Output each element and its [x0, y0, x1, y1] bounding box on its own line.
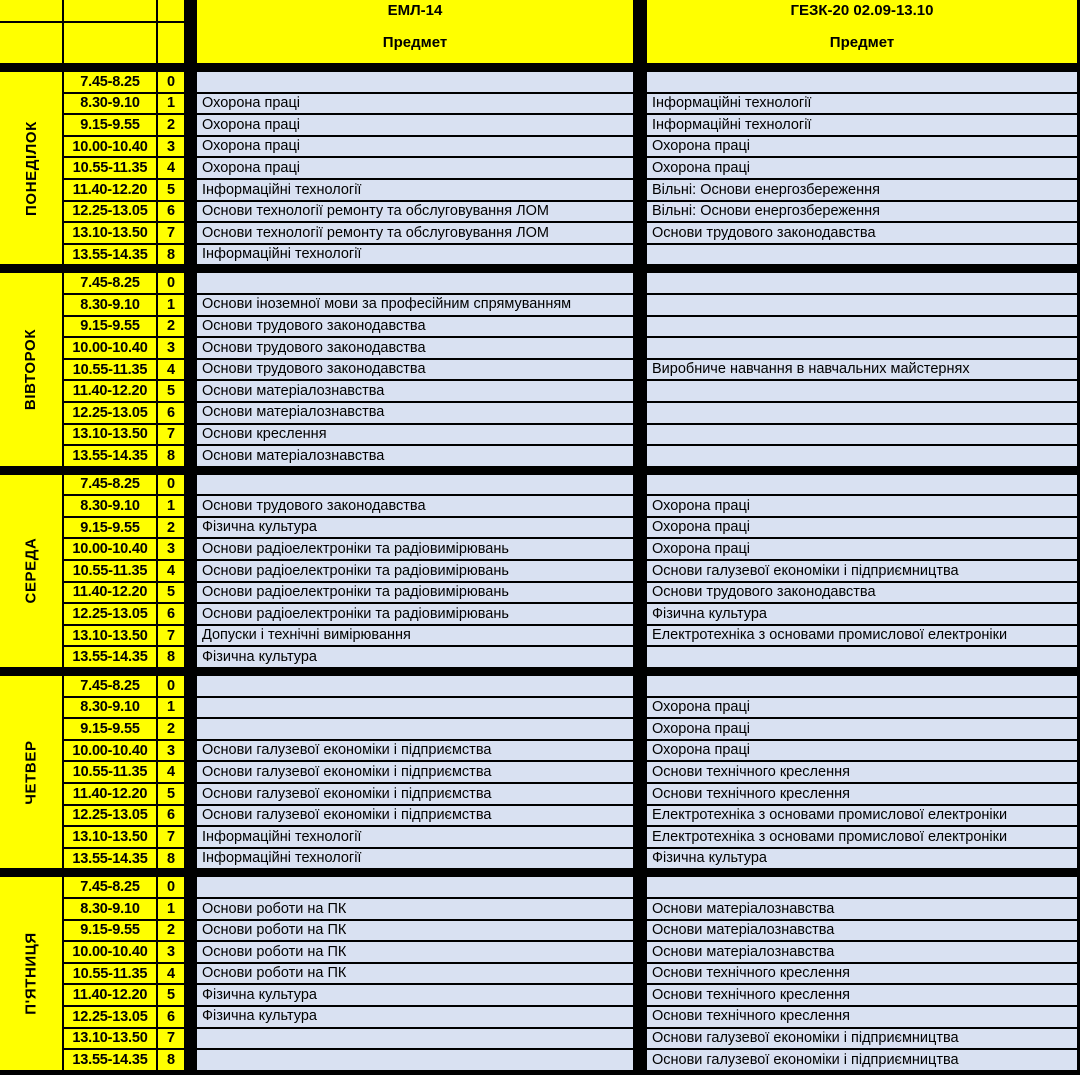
time-cell: 10.55-11.35 — [64, 360, 156, 380]
time-cell: 12.25-13.05 — [64, 202, 156, 222]
subject-cell-eml: Основи технології ремонту та обслуговування ЛОМ — [197, 223, 633, 243]
lesson-number-cell: 1 — [158, 496, 184, 516]
time-cell: 8.30-9.10 — [64, 698, 156, 718]
subject-cell-gezk: Основи технічного креслення — [647, 985, 1077, 1005]
time-cell: 13.55-14.35 — [64, 849, 156, 869]
time-cell: 7.45-8.25 — [64, 877, 156, 897]
lesson-number-cell: 6 — [158, 806, 184, 826]
subject-cell-gezk: Електротехніка з основами промислової електроніки — [647, 806, 1077, 826]
subject-cell-eml: Охорона праці — [197, 94, 633, 114]
header-blank-time-top — [64, 0, 156, 21]
subject-cell-eml: Охорона праці — [197, 137, 633, 157]
subject-cell-gezk: Інформаційні технології — [647, 94, 1077, 114]
time-cell: 10.55-11.35 — [64, 158, 156, 178]
time-cell: 11.40-12.20 — [64, 180, 156, 200]
day-name: П'ЯТНИЦЯ — [22, 932, 40, 1015]
lesson-number-cell: 2 — [158, 921, 184, 941]
subject-cell-gezk: Охорона праці — [647, 158, 1077, 178]
subject-cell-gezk: Основи технічного креслення — [647, 784, 1077, 804]
subject-cell-eml: Інформаційні технології — [197, 180, 633, 200]
subject-cell-gezk: Охорона праці — [647, 496, 1077, 516]
time-cell: 11.40-12.20 — [64, 381, 156, 401]
day-name: ПОНЕДІЛОК — [22, 120, 40, 216]
subject-cell-gezk — [647, 403, 1077, 423]
lesson-number-cell: 3 — [158, 338, 184, 358]
subject-cell-gezk — [647, 425, 1077, 445]
time-cell: 9.15-9.55 — [64, 518, 156, 538]
subject-cell-gezk: Інформаційні технології — [647, 115, 1077, 135]
subject-cell-gezk: Виробниче навчання в навчальних майстернях — [647, 360, 1077, 380]
subject-cell-eml: Фізична культура — [197, 518, 633, 538]
subject-cell-eml — [197, 676, 633, 696]
time-cell: 11.40-12.20 — [64, 583, 156, 603]
subject-cell-eml: Основи трудового законодавства — [197, 317, 633, 337]
lesson-number-cell: 3 — [158, 942, 184, 962]
lesson-number-cell: 3 — [158, 539, 184, 559]
lesson-number-cell: 0 — [158, 877, 184, 897]
time-cell: 10.00-10.40 — [64, 942, 156, 962]
subject-cell-eml: Основи трудового законодавства — [197, 496, 633, 516]
time-cell: 8.30-9.10 — [64, 295, 156, 315]
subject-cell-eml: Основи матеріалознавства — [197, 381, 633, 401]
time-cell: 11.40-12.20 — [64, 985, 156, 1005]
subject-cell-eml: Основи галузевої економіки і підприємства — [197, 806, 633, 826]
time-cell: 13.10-13.50 — [64, 425, 156, 445]
subject-cell-gezk: Фізична культура — [647, 849, 1077, 869]
lesson-number-cell: 2 — [158, 719, 184, 739]
subject-cell-gezk — [647, 295, 1077, 315]
lesson-number-cell: 6 — [158, 604, 184, 624]
subject-cell-gezk — [647, 647, 1077, 667]
subject-cell-eml: Фізична культура — [197, 647, 633, 667]
lesson-number-cell: 1 — [158, 698, 184, 718]
subject-cell-gezk: Охорона праці — [647, 698, 1077, 718]
subject-cell-eml: Інформаційні технології — [197, 849, 633, 869]
lesson-number-cell: 1 — [158, 899, 184, 919]
subject-cell-eml — [197, 719, 633, 739]
day-label-cell — [0, 676, 62, 868]
lesson-number-cell: 6 — [158, 202, 184, 222]
subject-cell-eml: Фізична культура — [197, 1007, 633, 1027]
subject-cell-eml — [197, 698, 633, 718]
time-cell: 7.45-8.25 — [64, 676, 156, 696]
subject-cell-gezk: Основи трудового законодавства — [647, 223, 1077, 243]
subject-cell-eml: Основи трудового законодавства — [197, 360, 633, 380]
subject-cell-eml: Основи технології ремонту та обслуговування ЛОМ — [197, 202, 633, 222]
lesson-number-cell: 7 — [158, 626, 184, 646]
lesson-number-cell: 7 — [158, 223, 184, 243]
day-label-cell — [0, 72, 62, 264]
thick-vertical-border-middle — [635, 0, 645, 1070]
time-cell: 10.00-10.40 — [64, 539, 156, 559]
day-label-cell — [0, 475, 62, 667]
subject-cell-gezk: Охорона праці — [647, 518, 1077, 538]
subject-cell-eml: Основи галузевої економіки і підприємства — [197, 784, 633, 804]
header-blank-day-bottom — [0, 23, 62, 63]
subject-cell-eml: Основи матеріалознавства — [197, 446, 633, 466]
time-cell: 13.55-14.35 — [64, 647, 156, 667]
subject-cell-eml: Основи радіоелектроніки та радіовимірювань — [197, 604, 633, 624]
lesson-number-cell: 0 — [158, 72, 184, 92]
subject-cell-eml: Охорона праці — [197, 158, 633, 178]
time-cell: 10.00-10.40 — [64, 137, 156, 157]
subject-cell-eml: Основи галузевої економіки і підприємства — [197, 762, 633, 782]
time-cell: 8.30-9.10 — [64, 899, 156, 919]
time-cell: 11.40-12.20 — [64, 784, 156, 804]
subject-cell-gezk — [647, 245, 1077, 265]
lesson-number-cell: 4 — [158, 360, 184, 380]
subject-column-label-eml-14: Предмет — [382, 33, 448, 51]
time-cell: 10.00-10.40 — [64, 741, 156, 761]
subject-cell-eml: Основи радіоелектроніки та радіовимірювань — [197, 539, 633, 559]
header-blank-number-top — [158, 0, 184, 21]
subject-cell-eml: Основи роботи на ПК — [197, 942, 633, 962]
time-cell: 13.10-13.50 — [64, 223, 156, 243]
subject-cell-eml — [197, 1050, 633, 1070]
subject-cell-eml — [197, 877, 633, 897]
subject-cell-eml — [197, 72, 633, 92]
time-cell: 8.30-9.10 — [64, 496, 156, 516]
time-cell: 13.10-13.50 — [64, 626, 156, 646]
lesson-number-cell: 2 — [158, 518, 184, 538]
subject-cell-eml: Основи радіоелектроніки та радіовимірювань — [197, 561, 633, 581]
subject-cell-gezk — [647, 877, 1077, 897]
subject-cell-gezk: Основи технічного креслення — [647, 1007, 1077, 1027]
subject-cell-eml: Основи роботи на ПК — [197, 964, 633, 984]
subject-cell-eml: Основи галузевої економіки і підприємства — [197, 741, 633, 761]
subject-cell-gezk: Основи трудового законодавства — [647, 583, 1077, 603]
time-cell: 13.10-13.50 — [64, 827, 156, 847]
lesson-number-cell: 6 — [158, 403, 184, 423]
time-cell: 12.25-13.05 — [64, 806, 156, 826]
lesson-number-cell: 4 — [158, 964, 184, 984]
day-separator — [0, 870, 1077, 875]
time-cell: 9.15-9.55 — [64, 115, 156, 135]
time-cell: 8.30-9.10 — [64, 94, 156, 114]
group-header-eml-14 — [197, 0, 633, 63]
day-separator — [0, 669, 1077, 674]
lesson-number-cell: 8 — [158, 647, 184, 667]
subject-cell-gezk: Електротехніка з основами промислової електроніки — [647, 827, 1077, 847]
time-cell: 10.55-11.35 — [64, 561, 156, 581]
lesson-number-cell: 4 — [158, 561, 184, 581]
subject-cell-gezk: Основи галузевої економіки і підприємництва — [647, 1029, 1077, 1049]
lesson-number-cell: 6 — [158, 1007, 184, 1027]
lesson-number-cell: 7 — [158, 1029, 184, 1049]
lesson-number-cell: 7 — [158, 425, 184, 445]
lesson-number-cell: 7 — [158, 827, 184, 847]
lesson-number-cell: 2 — [158, 115, 184, 135]
subject-cell-gezk: Вільні: Основи енергозбереження — [647, 180, 1077, 200]
day-name: СЕРЕДА — [22, 537, 40, 604]
time-cell: 7.45-8.25 — [64, 475, 156, 495]
lesson-number-cell: 5 — [158, 985, 184, 1005]
time-cell: 12.25-13.05 — [64, 403, 156, 423]
subject-cell-eml: Допуски і технічні вимірювання — [197, 626, 633, 646]
subject-cell-eml: Основи трудового законодавства — [197, 338, 633, 358]
time-cell: 10.00-10.40 — [64, 338, 156, 358]
time-cell: 7.45-8.25 — [64, 273, 156, 293]
subject-cell-eml: Інформаційні технології — [197, 245, 633, 265]
time-cell: 13.55-14.35 — [64, 245, 156, 265]
time-cell: 7.45-8.25 — [64, 72, 156, 92]
subject-cell-gezk: Основи матеріалознавства — [647, 942, 1077, 962]
lesson-number-cell: 5 — [158, 381, 184, 401]
lesson-number-cell: 0 — [158, 273, 184, 293]
time-cell: 13.55-14.35 — [64, 1050, 156, 1070]
subject-cell-gezk — [647, 317, 1077, 337]
group-name-gezk-20: ГЕЗК-20 02.09-13.10 — [790, 2, 934, 19]
subject-cell-gezk — [647, 676, 1077, 696]
subject-cell-eml: Фізична культура — [197, 985, 633, 1005]
subject-column-label-gezk-20: Предмет — [829, 33, 895, 51]
lesson-number-cell: 4 — [158, 158, 184, 178]
time-cell: 10.55-11.35 — [64, 964, 156, 984]
lesson-number-cell: 8 — [158, 446, 184, 466]
time-cell: 10.55-11.35 — [64, 762, 156, 782]
subject-cell-gezk: Фізична культура — [647, 604, 1077, 624]
subject-cell-gezk: Охорона праці — [647, 137, 1077, 157]
subject-cell-eml — [197, 475, 633, 495]
subject-cell-gezk — [647, 475, 1077, 495]
lesson-number-cell: 4 — [158, 762, 184, 782]
header-blank-number-bottom — [158, 23, 184, 63]
subject-cell-gezk: Охорона праці — [647, 719, 1077, 739]
header-blank-day-top — [0, 0, 62, 21]
subject-cell-eml: Основи креслення — [197, 425, 633, 445]
lesson-number-cell: 5 — [158, 784, 184, 804]
day-name: ВІВТОРОК — [22, 328, 40, 411]
subject-cell-gezk: Вільні: Основи енергозбереження — [647, 202, 1077, 222]
subject-cell-eml — [197, 273, 633, 293]
subject-cell-gezk: Основи галузевої економіки і підприємництва — [647, 1050, 1077, 1070]
subject-cell-gezk — [647, 381, 1077, 401]
subject-cell-eml: Основи роботи на ПК — [197, 921, 633, 941]
subject-cell-gezk — [647, 338, 1077, 358]
day-name: ЧЕТВЕР — [22, 740, 40, 805]
subject-cell-eml: Основи радіоелектроніки та радіовимірювань — [197, 583, 633, 603]
lesson-number-cell: 0 — [158, 676, 184, 696]
day-separator — [0, 65, 1077, 70]
subject-cell-eml: Охорона праці — [197, 115, 633, 135]
thick-vertical-border-left — [186, 0, 195, 1070]
day-label-cell — [0, 877, 62, 1069]
subject-cell-gezk — [647, 273, 1077, 293]
lesson-number-cell: 1 — [158, 94, 184, 114]
subject-cell-gezk: Основи технічного креслення — [647, 762, 1077, 782]
subject-cell-gezk: Основи матеріалознавства — [647, 899, 1077, 919]
header-blank-time-bottom — [64, 23, 156, 63]
subject-cell-gezk: Охорона праці — [647, 539, 1077, 559]
day-separator — [0, 468, 1077, 473]
time-cell: 13.55-14.35 — [64, 446, 156, 466]
time-cell: 12.25-13.05 — [64, 1007, 156, 1027]
subject-cell-gezk — [647, 72, 1077, 92]
lesson-number-cell: 2 — [158, 317, 184, 337]
subject-cell-gezk: Електротехніка з основами промислової електроніки — [647, 626, 1077, 646]
lesson-number-cell: 0 — [158, 475, 184, 495]
subject-cell-eml: Основи матеріалознавства — [197, 403, 633, 423]
subject-cell-gezk: Основи матеріалознавства — [647, 921, 1077, 941]
time-cell: 9.15-9.55 — [64, 921, 156, 941]
lesson-number-cell: 1 — [158, 295, 184, 315]
time-cell: 9.15-9.55 — [64, 317, 156, 337]
subject-cell-eml: Основи роботи на ПК — [197, 899, 633, 919]
subject-cell-gezk: Охорона праці — [647, 741, 1077, 761]
subject-cell-gezk: Основи технічного креслення — [647, 964, 1077, 984]
lesson-number-cell: 5 — [158, 583, 184, 603]
lesson-number-cell: 8 — [158, 849, 184, 869]
lesson-number-cell: 8 — [158, 1050, 184, 1070]
subject-cell-gezk: Основи галузевої економіки і підприємництва — [647, 561, 1077, 581]
time-cell: 9.15-9.55 — [64, 719, 156, 739]
subject-cell-gezk — [647, 446, 1077, 466]
group-name-eml-14: ЕМЛ-14 — [387, 2, 443, 19]
lesson-number-cell: 3 — [158, 137, 184, 157]
lesson-number-cell: 8 — [158, 245, 184, 265]
time-cell: 13.10-13.50 — [64, 1029, 156, 1049]
subject-cell-eml — [197, 1029, 633, 1049]
subject-cell-eml: Основи іноземної мови за професійним спрямуванням — [197, 295, 633, 315]
group-header-gezk-20 — [647, 0, 1077, 63]
time-cell: 12.25-13.05 — [64, 604, 156, 624]
subject-cell-eml: Інформаційні технології — [197, 827, 633, 847]
day-label-cell — [0, 273, 62, 465]
lesson-number-cell: 5 — [158, 180, 184, 200]
lesson-number-cell: 3 — [158, 741, 184, 761]
day-separator — [0, 266, 1077, 271]
